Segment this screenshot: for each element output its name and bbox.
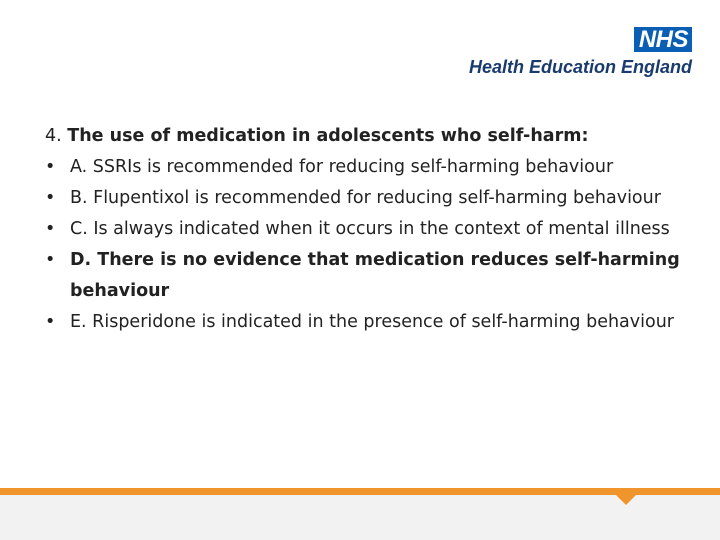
nhs-hee-logo	[469, 27, 692, 78]
bullet-icon: •	[45, 250, 56, 270]
option-c	[45, 214, 685, 245]
option-b	[45, 183, 685, 214]
bullet-icon: •	[45, 219, 56, 239]
organisation-name: Health Education England	[468, 57, 692, 77]
option-text: A. SSRIs is recommended for reducing self-harming behaviour	[70, 157, 614, 177]
bullet-icon: •	[45, 188, 56, 208]
bullet-icon: •	[45, 157, 56, 177]
question	[45, 121, 685, 152]
footer-tab-marker	[616, 495, 636, 505]
answer-options	[45, 152, 685, 338]
question-number: 4.	[45, 126, 62, 146]
option-text: D. There is no evidence that medication reduces self-harming behaviour	[70, 250, 680, 301]
option-d	[45, 245, 685, 307]
option-text: C. Is always indicated when it occurs in the context of mental illness	[70, 219, 670, 239]
option-text: B. Flupentixol is recommended for reducing self-harming behaviour	[70, 188, 661, 208]
slide-content	[45, 121, 685, 338]
option-text: E. Risperidone is indicated in the presence of self-harming behaviour	[70, 312, 674, 332]
footer	[0, 488, 720, 540]
question-text: The use of medication in adolescents who self-harm:	[67, 126, 589, 146]
option-e	[45, 307, 685, 338]
option-a	[45, 152, 685, 183]
bullet-icon: •	[45, 312, 56, 332]
nhs-logo-box: NHS	[634, 27, 692, 52]
footer-orange-bar	[0, 488, 720, 495]
